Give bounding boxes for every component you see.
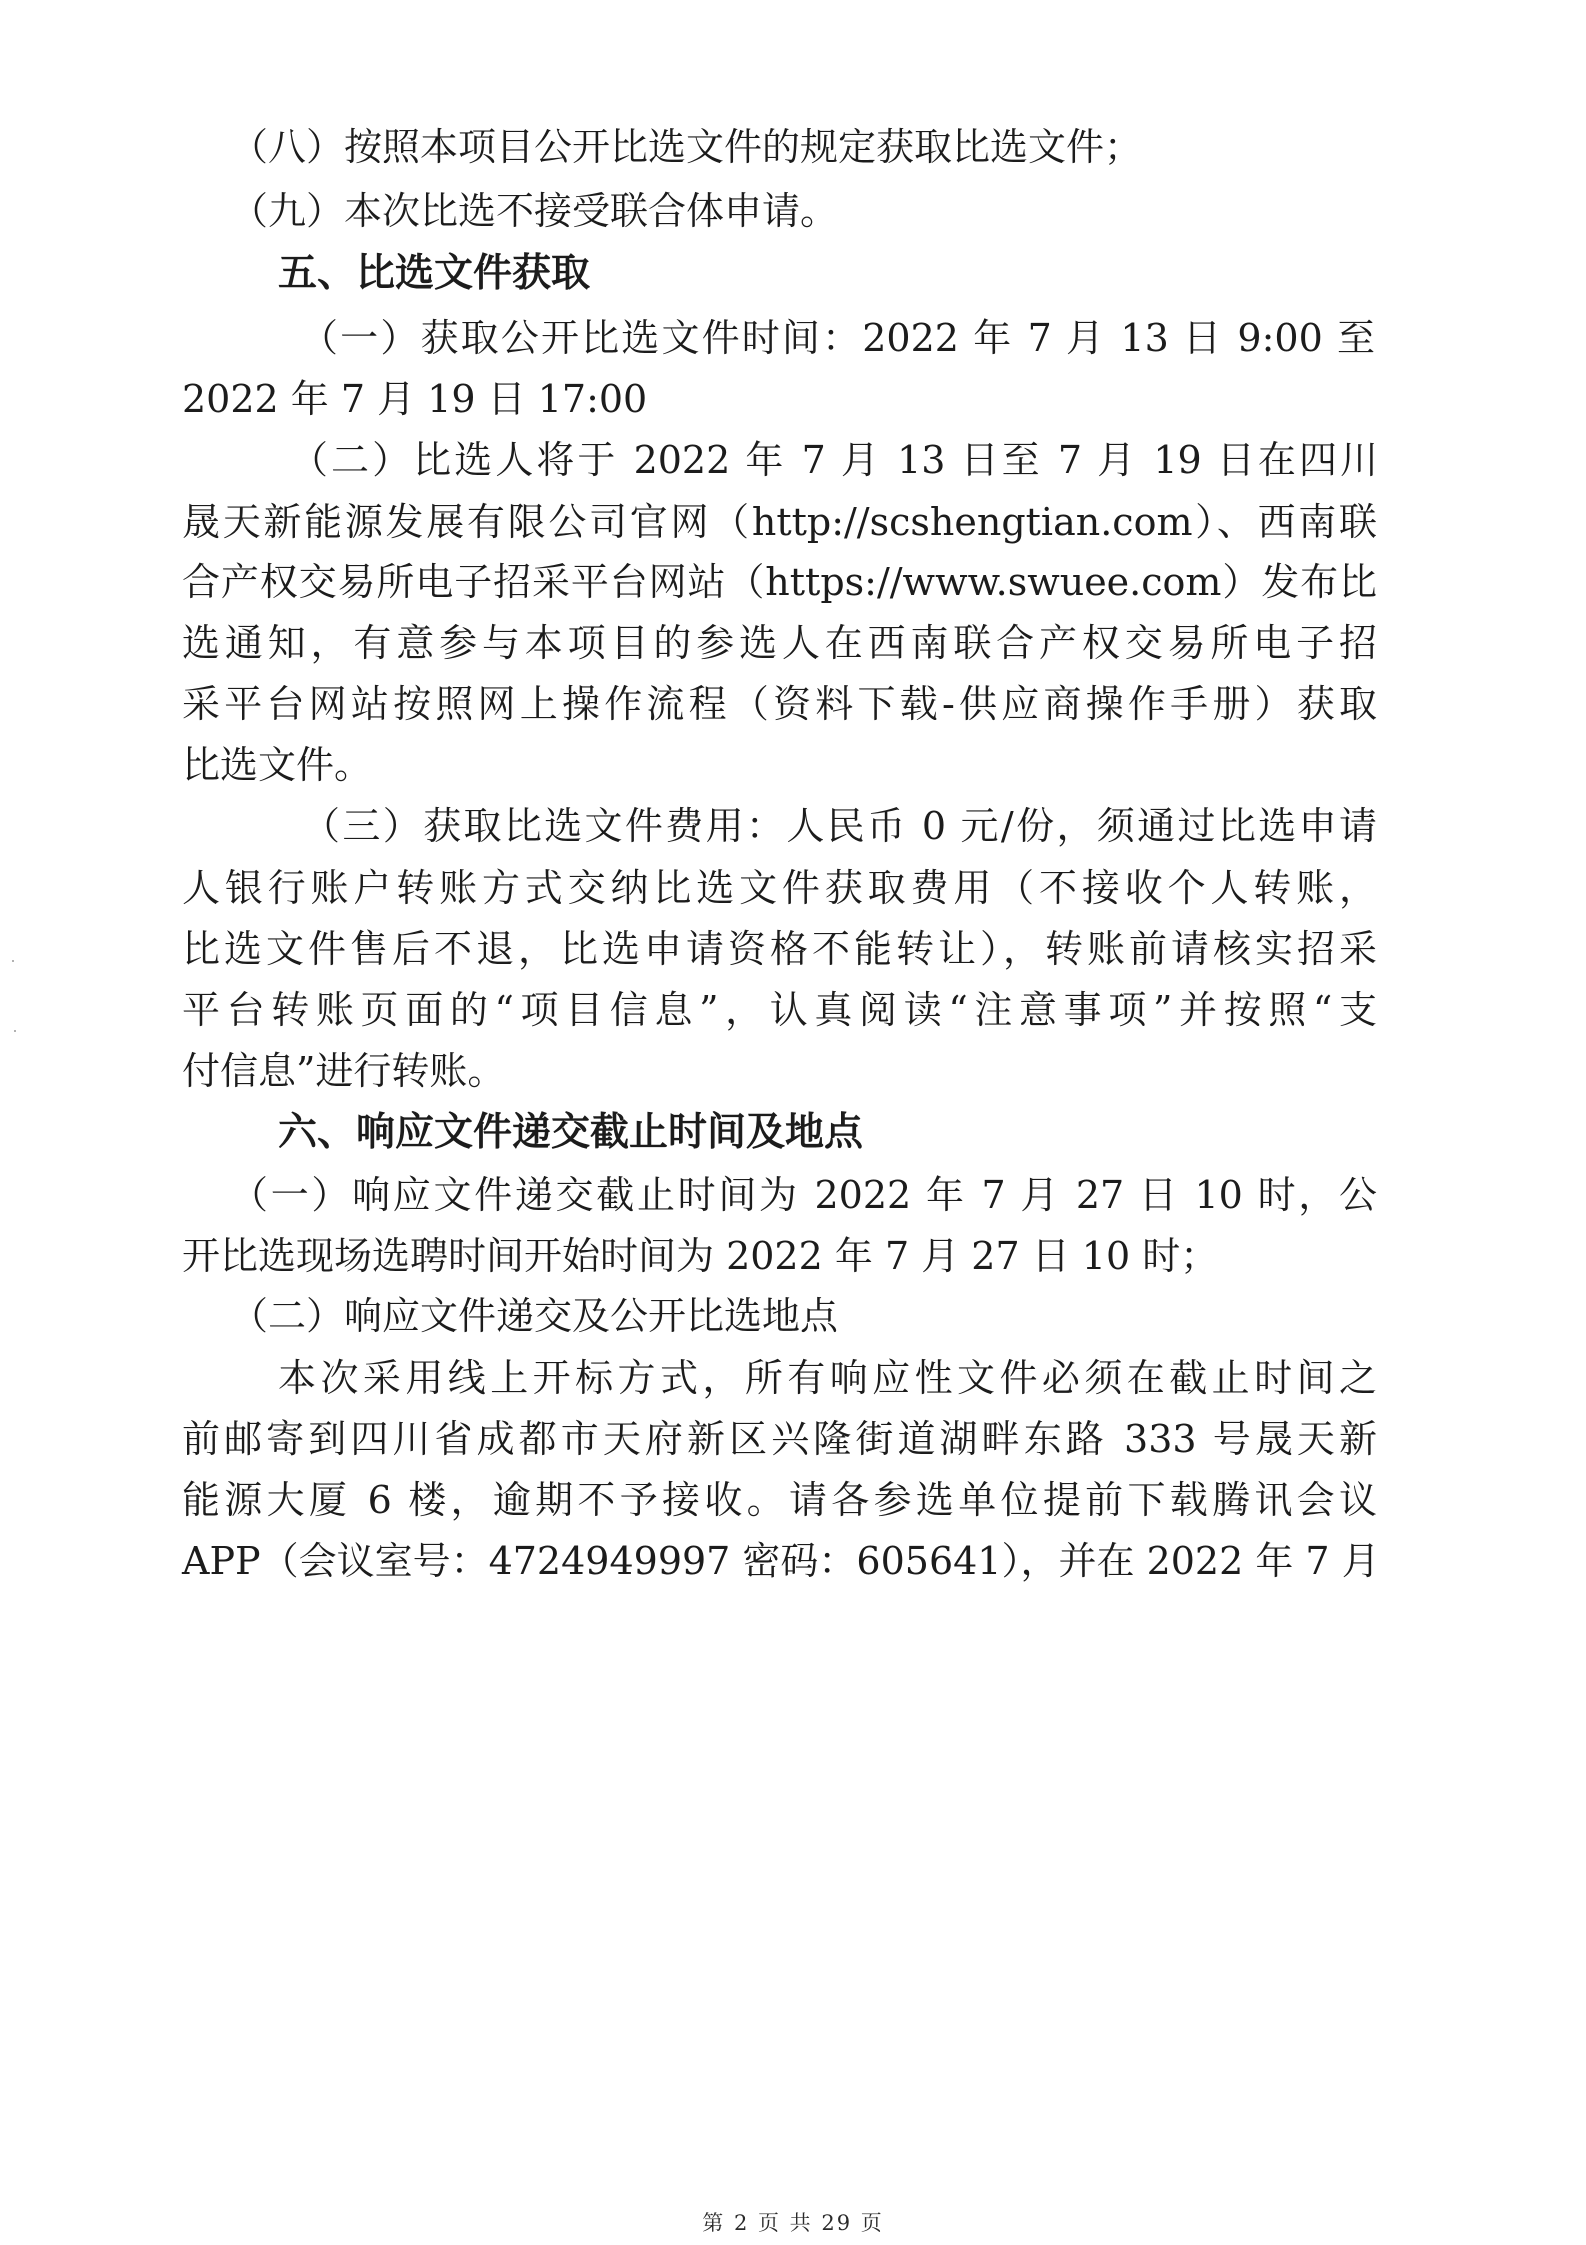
section-5-item-2-line-6: 比选文件。 — [182, 743, 373, 787]
section-5-item-2-line-4: 选通知，有意参与本项目的参选人在西南联合产权交易所电子招 — [182, 621, 1377, 665]
scan-speck — [14, 1030, 16, 1032]
section-5-item-2-line-2: 晟天新能源发展有限公司官网（http://scshengtian.com）、西南联 — [182, 500, 1377, 544]
section-6-item-1-line-2: 开比选现场选聘时间开始时间为 2022 年 7 月 27 日 10 时； — [182, 1234, 1219, 1278]
section-5-item-1-line-1: （一）获取公开比选文件时间：2022 年 7 月 13 日 9:00 至 — [300, 316, 1375, 360]
section-5-item-3-line-1: （三）获取比选文件费用：人民币 0 元/份，须通过比选申请 — [302, 804, 1377, 848]
section-5-item-3-line-5: 付信息”进行转账。 — [182, 1049, 506, 1093]
section-6-item-1-line-1: （一）响应文件递交截止时间为 2022 年 7 月 27 日 10 时，公 — [230, 1173, 1377, 1217]
section-6-item-2-line-2: 前邮寄到四川省成都市天府新区兴隆街道湖畔东路 333 号晟天新 — [182, 1417, 1377, 1461]
section-6-heading: 六、响应文件递交截止时间及地点 — [278, 1110, 864, 1155]
section-6-item-2-line-3: 能源大厦 6 楼，逾期不予接收。请各参选单位提前下载腾讯会议 — [182, 1478, 1377, 1522]
section-5-item-1-line-2: 2022 年 7 月 19 日 17:00 — [182, 377, 648, 421]
item-8-paragraph: （八）按照本项目公开比选文件的规定获取比选文件； — [230, 125, 1143, 169]
section-5-item-3-line-4: 平台转账页面的“项目信息”，认真阅读“注意事项”并按照“支 — [182, 988, 1377, 1032]
section-5-item-2-line-1: （二）比选人将于 2022 年 7 月 13 日至 7 月 19 日在四川 — [290, 438, 1378, 482]
section-6-item-2-line-1: 本次采用线上开标方式，所有响应性文件必须在截止时间之 — [278, 1356, 1377, 1400]
section-5-item-2-line-5: 采平台网站按照网上操作流程（资料下载-供应商操作手册）获取 — [182, 682, 1377, 726]
section-5-item-3-line-2: 人银行账户转账方式交纳比选文件获取费用（不接收个人转账， — [182, 866, 1377, 910]
section-5-item-2-line-3: 合产权交易所电子招采平台网站（https://www.swuee.com）发布比 — [182, 560, 1377, 604]
section-5-heading: 五、比选文件获取 — [278, 251, 591, 296]
page-footer: 第 2 页 共 29 页 — [702, 2211, 884, 2235]
item-9-paragraph: （九）本次比选不接受联合体申请。 — [230, 189, 839, 233]
scan-speck — [12, 960, 14, 962]
section-6-item-2-heading: （二）响应文件递交及公开比选地点 — [230, 1294, 839, 1338]
section-5-item-3-line-3: 比选文件售后不退，比选申请资格不能转让），转账前请核实招采 — [182, 927, 1377, 971]
section-6-item-2-line-4: APP（会议室号：4724949997 密码：605641），并在 2022 年 7 月 — [182, 1539, 1380, 1583]
